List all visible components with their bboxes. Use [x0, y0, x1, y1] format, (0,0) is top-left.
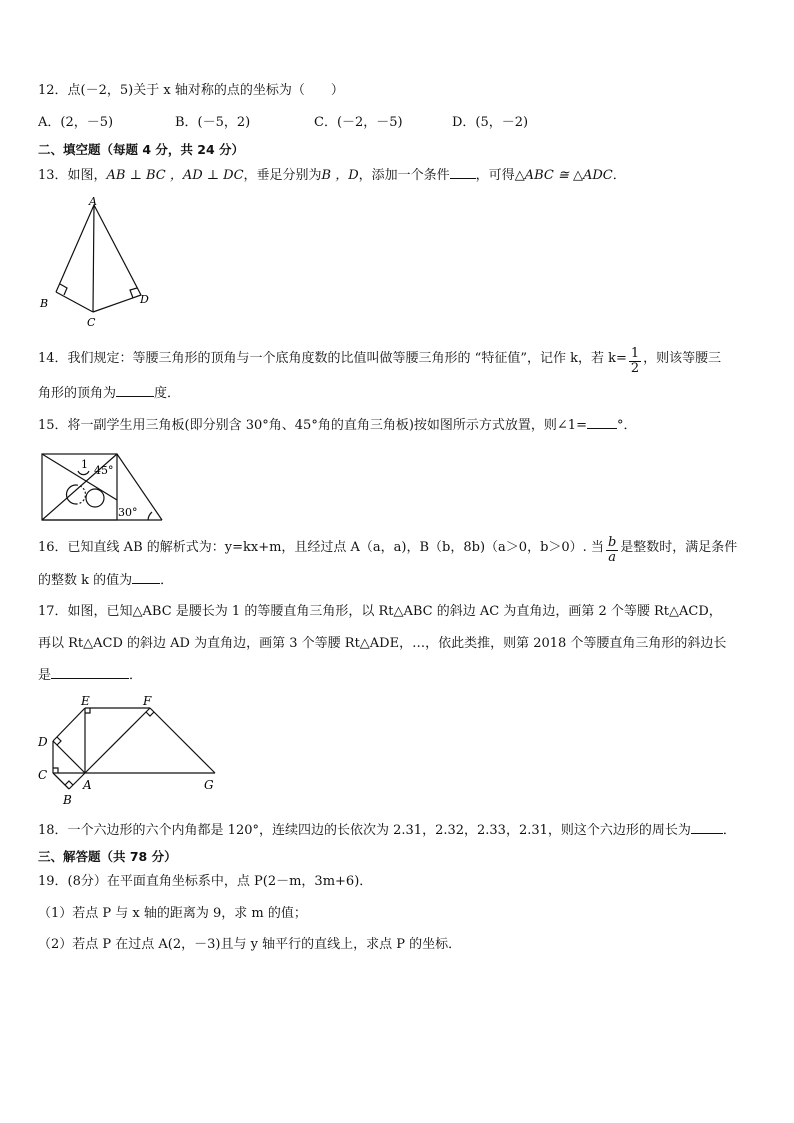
q16-line1: 16．已知直线 AB 的解析式为：y=kx+m，且经过点 A（a，a)，B（b，8b)（a＞0，b＞0）. 当 $\frac{b}{a}$ 是整数时，满足条件: [38, 535, 738, 565]
q12-option-a: A．(2，－5): [38, 115, 114, 130]
q15-text: 15．将一副学生用三角板(即分别含 30°角、45°角的直角三角板)按如图所示方式放置，则∠1= °．: [38, 418, 637, 433]
q15-figure: [40, 450, 164, 524]
q12-option-d: D．(5，－2): [452, 115, 529, 130]
q14-line1: 14．我们规定：等腰三角形的顶角与一个底角度数的比值叫做等腰三角形的 “特征值”，记作 k，若 k= $\frac{1}{2}$ ，则该等腰三: [38, 346, 722, 376]
answer-blank: [587, 416, 617, 429]
q17-label-g: G: [204, 778, 214, 792]
answer-blank: [51, 666, 129, 679]
q13-label-b: B: [40, 297, 49, 310]
q17-label-f: F: [143, 694, 152, 708]
q15-angle-30-label: 30°: [118, 506, 138, 519]
answer-blank: [132, 571, 160, 584]
answer-blank: [691, 821, 723, 834]
q12-option-c: C．(－2，－5): [314, 115, 403, 130]
q13-label-c: C: [87, 316, 96, 329]
q17-line3: 是 ．: [38, 668, 143, 683]
q14-line2: 角形的顶角为 度．: [38, 386, 181, 401]
q19-part2: （2）若点 P 在过点 A(2，－3)且与 y 轴平行的直线上，求点 P 的坐标．: [38, 937, 462, 952]
q15-angle-45-label: 45°: [94, 464, 114, 477]
q17-figure: [34, 693, 224, 809]
q17-label-a: A: [83, 778, 92, 792]
answer-blank: [450, 166, 476, 179]
q17-label-c: C: [38, 768, 48, 782]
q13-label-d: D: [140, 293, 149, 306]
q17-label-b: B: [63, 793, 72, 807]
q18-text: 18．一个六边形的六个内角都是 120°，连续四边的长依次为 2.31，2.32，2.33，2.31，则这个六边形的周长为 ．: [38, 823, 736, 838]
section-title-fill-in: 二、填空题（每题 4 分，共 24 分）: [38, 142, 245, 157]
q16-fraction: $\frac{b}{a}$: [607, 535, 617, 565]
q17-label-e: E: [81, 694, 90, 708]
q12-option-b: B．(－5，2): [175, 115, 251, 130]
q13-label-a: A: [89, 195, 97, 208]
q12-stem: 12．点(－2，5)关于 x 轴对称的点的坐标为（ ）: [38, 83, 344, 98]
q17-line1: 17．如图，已知△ABC 是腰长为 1 的等腰直角三角形，以 Rt△ABC 的斜边 AC 为直角边，画第 2 个等腰 Rt△ACD，: [38, 604, 722, 619]
q17-label-d: D: [38, 735, 48, 749]
q13-text: 13．如图，AB ⊥ BC ，AD ⊥ DC，垂足分别为B ，D，添加一个条件 ，可得△ABC ≅ △ADC．: [38, 168, 626, 183]
answer-blank: [116, 384, 154, 397]
q15-angle-1-label: 1: [81, 458, 88, 471]
q19-part1: （1）若点 P 与 x 轴的距离为 9，求 m 的值；: [38, 906, 307, 921]
q19-stem: 19．(8分）在平面直角坐标系中，点 P(2－m，3m+6)．: [38, 874, 373, 889]
q16-line2: 的整数 k 的值为 ．: [38, 573, 174, 588]
q17-line2: 再以 Rt△ACD 的斜边 AD 为直角边，画第 3 个等腰 Rt△ADE，…，依此类推，则第 2018 个等腰直角三角形的斜边长: [38, 636, 727, 651]
section-title-answer: 三、解答题（共 78 分）: [38, 849, 177, 864]
q14-fraction: $\frac{1}{2}$: [630, 346, 640, 376]
q13-figure: [34, 192, 164, 332]
